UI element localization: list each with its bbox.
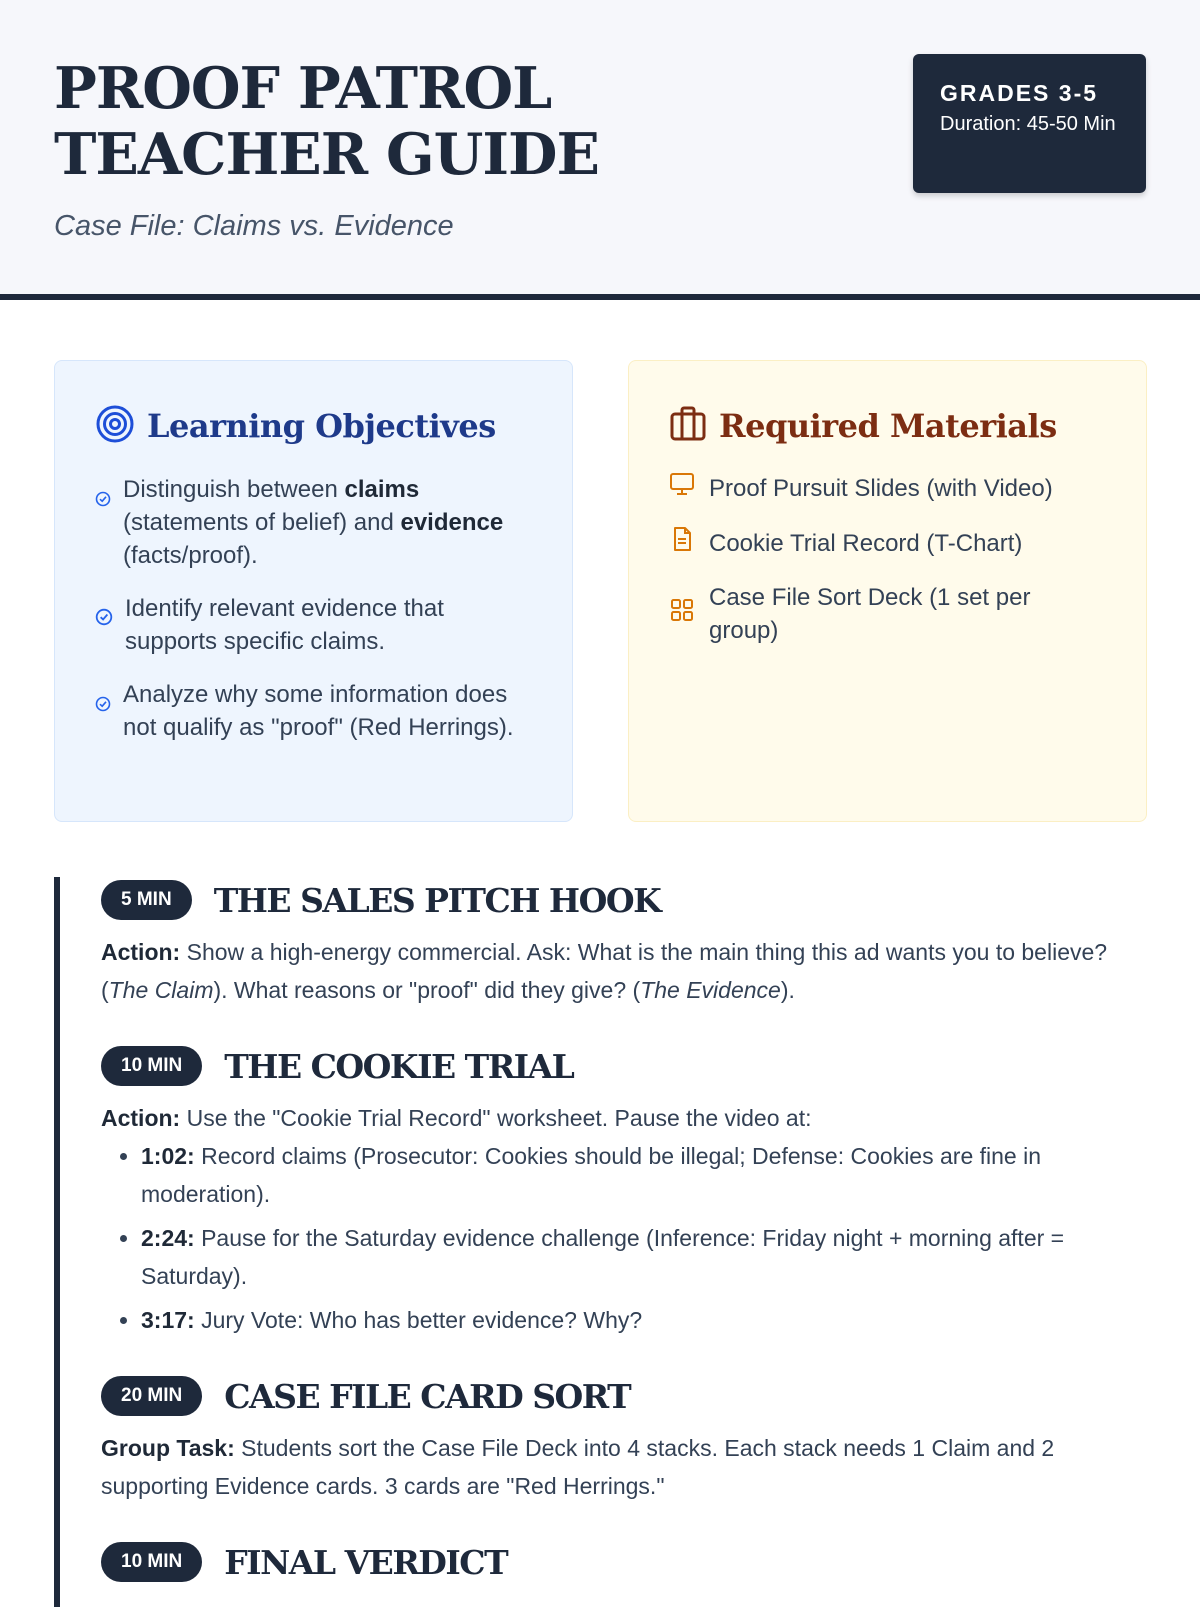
step-header xyxy=(101,1373,1147,1419)
material-text: Case File Sort Deck (1 set per group) xyxy=(709,584,1031,644)
material-item xyxy=(669,526,1106,561)
step-title: FINAL VERDICT xyxy=(224,1542,508,1582)
learning-objectives-card xyxy=(54,360,573,822)
step-header xyxy=(101,1539,1147,1585)
briefcase-icon xyxy=(669,405,707,448)
objective-item xyxy=(95,678,532,744)
video-pause-list xyxy=(101,1137,1147,1339)
check-circle-icon xyxy=(95,483,111,516)
step-description: Action: Show a high-energy commercial. Ask: What is the main thing this ad wants you to believe? (The Claim). What reasons or "proof" did they give? (The Evidence). xyxy=(101,939,1108,1003)
step-title: THE SALES PITCH HOOK xyxy=(213,880,661,920)
lesson-step xyxy=(101,1539,1147,1585)
list-item: • 1:02: Record claims (Prosecutor: Cookies should be illegal; Defense: Cookies are fine in moderation). xyxy=(141,1137,1147,1213)
required-materials-card xyxy=(628,360,1147,822)
objective-item xyxy=(95,592,532,658)
objectives-heading: Learning Objectives xyxy=(147,407,496,445)
step-title: CASE FILE CARD SORT xyxy=(224,1376,631,1416)
info-cards xyxy=(54,360,1147,822)
objective-text: Distinguish between claims (statements of belief) and evidence (facts/proof). xyxy=(123,476,504,569)
target-icon xyxy=(95,404,135,449)
step-title: THE COOKIE TRIAL xyxy=(224,1046,574,1086)
time-badge: 5 MIN xyxy=(101,880,192,920)
page-subtitle: Case File: Claims vs. Evidence xyxy=(54,210,454,242)
monitor-icon xyxy=(669,471,695,506)
grade-level: GRADES 3-5 xyxy=(940,80,1099,106)
page-title: PROOF PATROL TEACHER GUIDE xyxy=(54,55,599,188)
material-text: Proof Pursuit Slides (with Video) xyxy=(709,475,1053,502)
check-circle-icon xyxy=(95,688,111,721)
document-icon xyxy=(669,526,695,561)
materials-heading: Required Materials xyxy=(719,407,1057,445)
lesson-step xyxy=(101,1043,1147,1339)
lesson-timeline xyxy=(54,877,1147,1607)
objectives-header xyxy=(95,401,532,451)
step-description: Action: Use the "Cookie Trial Record" worksheet. Pause the video at: xyxy=(101,1105,812,1131)
time-badge: 20 MIN xyxy=(101,1376,202,1416)
material-text: Cookie Trial Record (T-Chart) xyxy=(709,530,1023,557)
materials-list xyxy=(669,471,1106,647)
time-badge: 10 MIN xyxy=(101,1542,202,1582)
objectives-list xyxy=(95,473,532,744)
step-header xyxy=(101,1043,1147,1089)
grid-icon xyxy=(669,597,695,632)
page-header xyxy=(0,0,1200,300)
material-item xyxy=(669,581,1106,647)
lesson-step xyxy=(101,1373,1147,1505)
objective-text: Identify relevant evidence that supports specific claims. xyxy=(125,595,444,655)
material-item xyxy=(669,471,1106,506)
step-header xyxy=(101,877,1147,923)
check-circle-icon xyxy=(95,602,113,635)
objective-item xyxy=(95,473,532,572)
objective-text: Analyze why some information does not qualify as "proof" (Red Herrings). xyxy=(123,681,514,741)
materials-header xyxy=(669,401,1106,451)
list-item: • 3:17: Jury Vote: Who has better evidence? Why? xyxy=(141,1301,1147,1339)
lesson-step xyxy=(101,877,1147,1009)
step-description: Group Task: Students sort the Case File Deck into 4 stacks. Each stack needs 1 Claim and 2 supporting Evidence cards. 3 cards are "Red Herrings." xyxy=(101,1435,1055,1499)
time-badge: 10 MIN xyxy=(101,1046,202,1086)
list-item: • 2:24: Pause for the Saturday evidence challenge (Inference: Friday night + morning after = Saturday). xyxy=(141,1219,1147,1295)
lesson-duration: Duration: 45-50 Min xyxy=(940,113,1116,135)
grade-badge xyxy=(913,54,1146,193)
